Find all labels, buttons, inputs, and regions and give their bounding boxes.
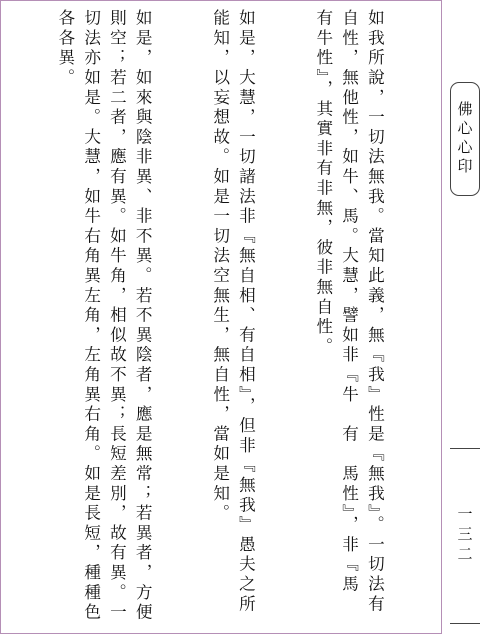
book-title-tab	[450, 82, 480, 196]
page-number: 一三二	[455, 506, 474, 566]
paragraph: 如是，如來與陰非異、非不異。若不異陰者，應是無常；若異者，方便則空；若二者，應有異。如牛角，相似故不異；長短差別，故有異。一切法亦如是。大慧，如牛右角異左角，左角異右角。如是長短，種種色各各異。	[55, 9, 153, 623]
page-number-tab	[450, 448, 480, 624]
scripture-text	[5, 9, 439, 629]
book-title: 佛心心印	[455, 101, 474, 177]
paragraph: 如我所說，一切法無我。當知此義，無『我』性是『無我』。一切法有自性，無他性，如牛、馬。大慧，譬如非『牛 有 馬性』，非『馬 有牛性』，其實非有非無，彼非無自性。	[313, 9, 385, 615]
paragraph: 如是，大慧，一切諸法非『無自相、有自相』，但非『無我』愚夫之所能知，以妄想故。如是一切法空無生，無自性，當如是知。	[210, 9, 256, 615]
